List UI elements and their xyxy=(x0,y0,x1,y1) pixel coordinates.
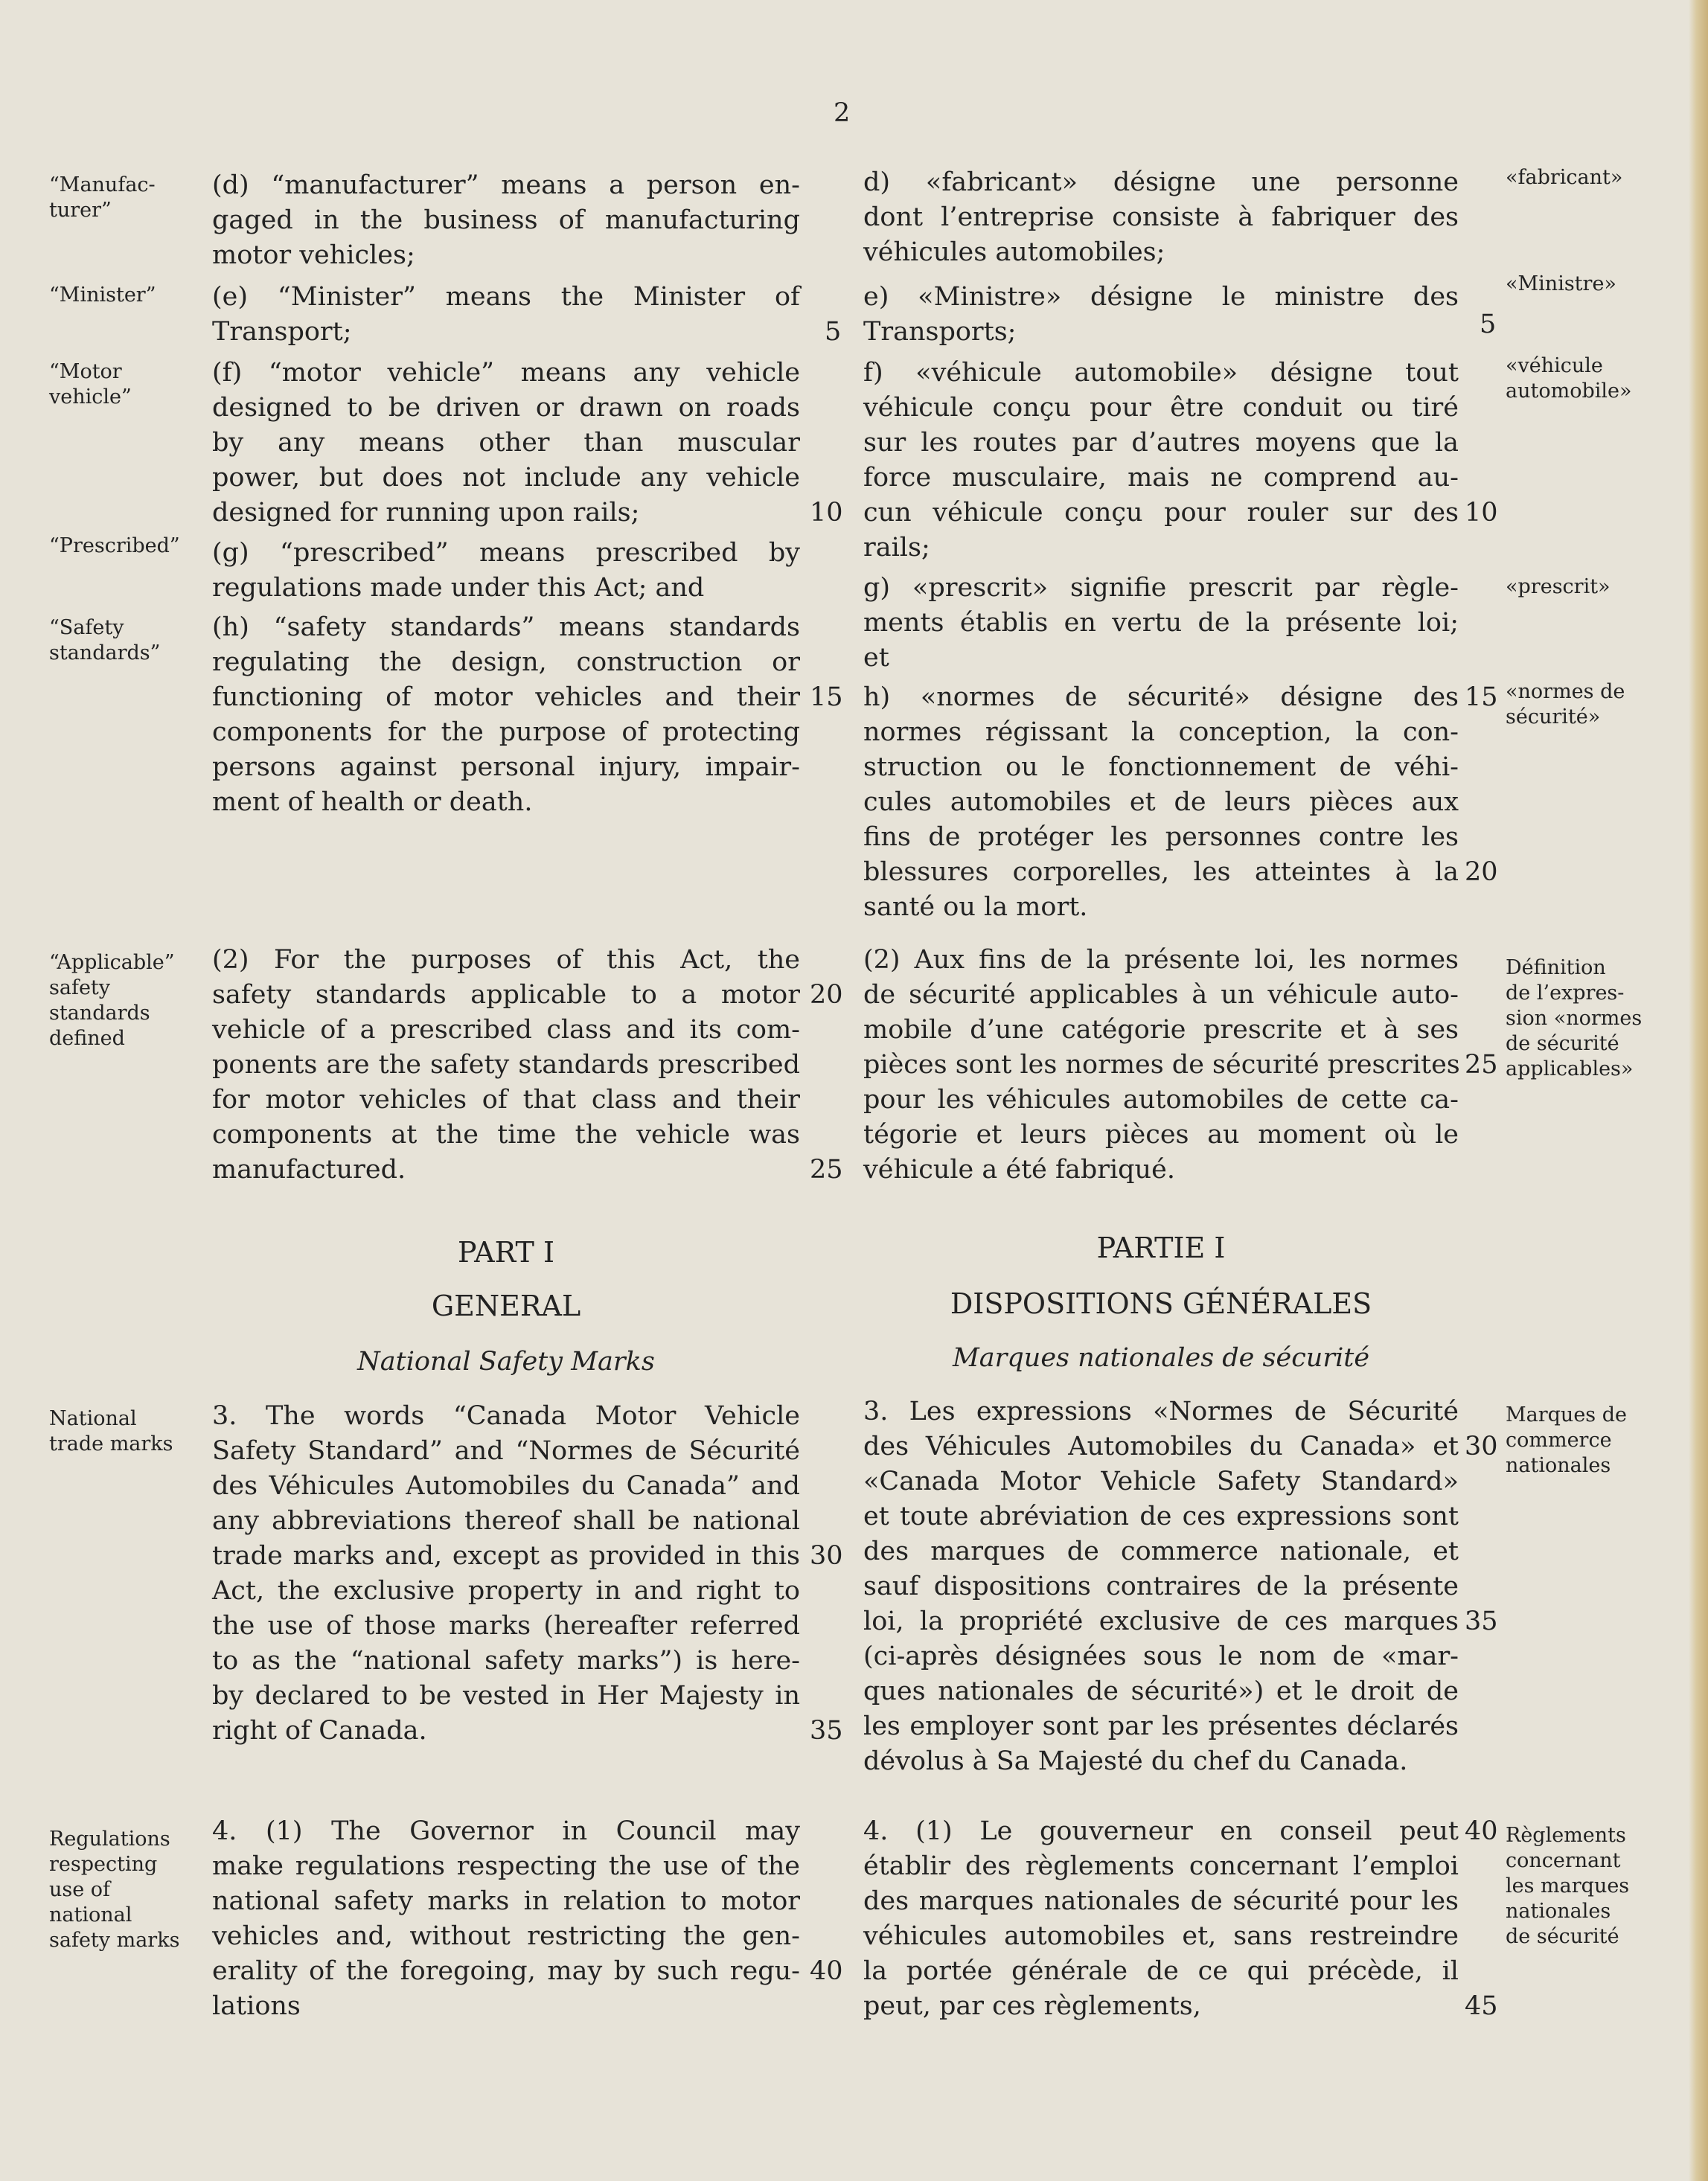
margin-note-right-vehicule: «véhicule automobile» xyxy=(1506,354,1632,403)
margin-note-left-manufacturer: “Manufac- turer” xyxy=(49,173,156,222)
english-part-heading: PART I xyxy=(458,1236,554,1269)
english-line-number-25: 25 xyxy=(810,1155,843,1185)
french-part-heading: PARTIE I xyxy=(1096,1232,1226,1264)
french-line-number-20: 20 xyxy=(1465,857,1498,887)
french-line-number-35: 35 xyxy=(1465,1607,1498,1636)
english-line-number-5: 5 xyxy=(825,317,842,347)
french-general-heading: DISPOSITIONS GÉNÉRALES xyxy=(950,1287,1372,1320)
english-subheading: National Safety Marks xyxy=(357,1347,655,1377)
document-page: 2 “Manufac- turer” “Minister” “Motor vehicle” “Prescribed” “Safety standards” “Applicable” safety standards defined National trade marks Regulations respecting use of national safety marks «fabricant» «Ministre» «véhicule automobile» «prescrit» «normes de sécurité» Définition de l’expres- sion «normes de sécurité applicables» Marques de commerce nationales Règlements concernant les marques nationales de sécurité (d) “manufacturer” means a person en- gaged in the business of manufacturing motor vehicles; (e) “Minister” means the Minister of Transport; (f) “motor vehicle” means any vehicle designed to be driven or drawn on roads by any means other than muscular power, but does not include any vehicle designed for running upon rails; (g) “prescribed” means prescribed by regulations made under this Act; and (h) “safety standards” means standards regulating the design, construction or functioning of motor vehicles and their components for the purpose of protecting persons against personal injury, impair- ment of health or death. (2) For the purposes of this Act, the safety standards applicable to a motor vehicle of a prescribed class and its com- ponents are the safety standards prescribed for motor vehicles of that class and their components at the time the vehicle was manufactured. PART I GENERAL National Safety Marks 3. The words “Canada Motor Vehicle Safety Standard” and “Normes de Sécurité des Véhicules Automobiles du Canada” and any abbreviations thereof shall be national trade marks and, except as provided in this Act, the exclusive property in and right to the use of those marks (hereafter referred to as the “national safety marks”) is here- by declared to be vested in Her Majesty in right of Canada. 4. (1) The Governor in Council may make regulations respecting the use of the national safety marks in relation to motor vehicles and, without restricting the gen- erality of the foregoing, may by such regu- lations 5 10 15 20 25 30 35 40 d) «fabricant» désigne une personne dont l’entreprise consiste à fabriquer des véhicules automobiles; e) «Ministre» désigne le ministre des Transports; f) «véhicule automobile» désigne tout véhicule conçu pour être conduit ou tiré sur les routes par d’autres moyens que la force musculaire, mais ne comprend au- cun véhicule conçu pour rouler sur des rails; g) «prescrit» signifie prescrit par règle- ments établis en vertu de la présente loi; et h) «normes de sécurité» désigne des normes régissant la conception, la con- struction ou le fonctionnement de véhi- cules automobiles et de leurs pièces aux fins de protéger les personnes contre les blessures corporelles, les atteintes à la santé ou la mort. (2) Aux fins de la présente loi, les normes de sécurité applicables à un véhicule auto- mobile d’une catégorie prescrite et à ses pièces sont les normes de sécurité prescrites pour les véhicules automobiles de cette ca- tégorie et leurs pièces au moment où le véhicule a été fabriqué. PARTIE I DISPOSITIONS GÉNÉRALES Marques nationales de sécurité 3. Les expressions «Normes de Sécurité des Véhicules Automobiles du Canada» et «Canada Motor Vehicle Safety Standard» et toute abréviation de ces expressions sont des marques de commerce nationale, et sauf dispositions contraires de la présente loi, la propriété exclusive de ces marques (ci-après désignées sous le nom de «mar- ques nationales de sécurité») et le droit de les employer sont par les présentes déclarés dévolus à Sa Majesté du chef du Canada. 4. (1) Le gouverneur en conseil peut établir des règlements concernant l’emploi des marques nationales de sécurité pour les véhicules automobiles et, sans restreindre la portée générale de ce qui précède, il peut, par ces règlements, 5 10 15 20 25 30 35 40 45 xyxy=(0,0,1708,2181)
margin-note-left-prescribed: “Prescribed” xyxy=(49,534,180,557)
margin-note-right-fabricant: «fabricant» xyxy=(1506,166,1623,189)
margin-note-right-ministre: «Ministre» xyxy=(1506,272,1616,295)
french-line-number-45: 45 xyxy=(1465,1991,1498,2021)
french-line-number-5: 5 xyxy=(1480,310,1497,339)
english-line-number-30: 30 xyxy=(810,1541,843,1571)
french-line-number-40: 40 xyxy=(1465,1816,1498,1846)
margin-note-right-marques: Marques de commerce nationales xyxy=(1506,1403,1628,1477)
margin-note-right-prescrit: «prescrit» xyxy=(1506,575,1611,598)
margin-note-left-applicable: “Applicable” safety standards defined xyxy=(49,951,175,1050)
english-general-heading: GENERAL xyxy=(431,1290,581,1322)
margin-note-right-reglements: Règlements concernant les marques nationales de sécurité xyxy=(1506,1824,1630,1948)
margin-note-left-safety-standards: “Safety standards” xyxy=(49,616,161,664)
english-line-number-40: 40 xyxy=(810,1956,843,1986)
french-line-number-25: 25 xyxy=(1465,1050,1498,1080)
margin-note-left-minister: “Minister” xyxy=(49,284,156,307)
margin-note-left-motor-vehicle: “Motor vehicle” xyxy=(49,360,132,409)
margin-note-left-regulations: Regulations respecting use of national safety marks xyxy=(49,1828,180,1952)
page-number: 2 xyxy=(834,98,851,128)
margin-note-right-definition: Définition de l’expres- sion «normes de sécurité applicables» xyxy=(1506,956,1643,1080)
french-line-number-10: 10 xyxy=(1465,498,1498,528)
english-line-number-15: 15 xyxy=(810,682,843,712)
english-line-number-20: 20 xyxy=(810,980,843,1010)
french-line-number-15: 15 xyxy=(1465,682,1498,712)
margin-note-right-normes: «normes de sécurité» xyxy=(1506,680,1625,728)
english-line-number-35: 35 xyxy=(810,1716,843,1746)
french-line-number-30: 30 xyxy=(1465,1432,1498,1461)
english-line-number-10: 10 xyxy=(810,498,843,528)
page-edge xyxy=(1689,0,1708,2181)
french-subheading: Marques nationales de sécurité xyxy=(952,1343,1370,1373)
margin-note-left-trade-marks: National trade marks xyxy=(49,1407,173,1455)
